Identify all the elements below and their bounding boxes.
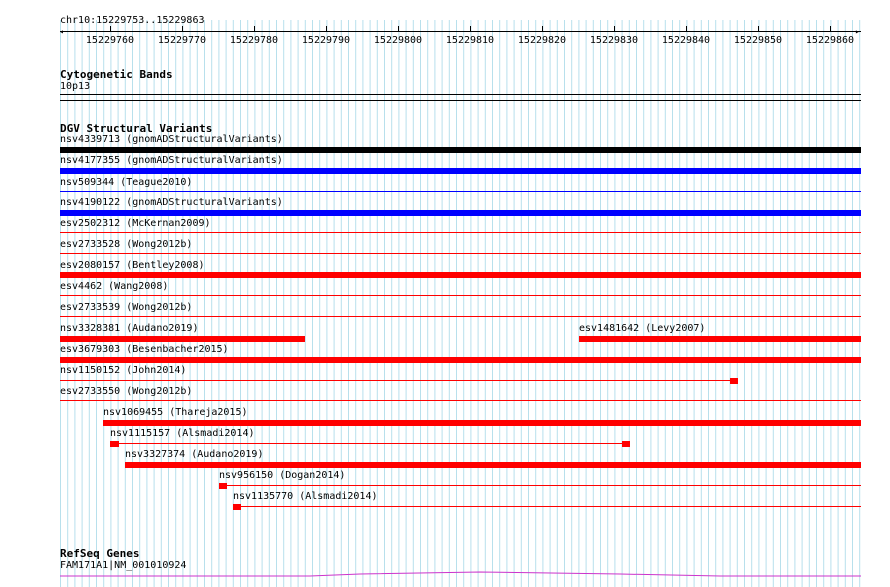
variant-label[interactable]: esv2733528 (Wong2012b) [60, 239, 193, 250]
ruler-tick-label: 15229810 [445, 35, 495, 46]
variant-label[interactable]: nsv1069455 (Thareja2015) [103, 407, 248, 418]
cytoband-bar[interactable] [60, 94, 861, 95]
variant-block[interactable] [233, 504, 241, 510]
variant-label[interactable]: nsv956150 (Dogan2014) [219, 470, 346, 481]
variant-label[interactable]: esv2502312 (McKernan2009) [60, 218, 211, 229]
gene-model[interactable] [60, 568, 861, 587]
variant-block[interactable] [622, 441, 630, 447]
ruler-tick-label: 15229820 [517, 35, 567, 46]
variant-bar[interactable] [60, 336, 305, 342]
variant-label[interactable]: esv2733539 (Wong2012b) [60, 302, 193, 313]
variant-bar[interactable] [219, 485, 861, 486]
variant-bar[interactable] [233, 506, 861, 507]
ruler-tick [254, 26, 255, 32]
variant-label[interactable]: nsv1135770 (Alsmadi2014) [233, 491, 378, 502]
ruler-tick-label: 15229770 [157, 35, 207, 46]
ruler-tick [110, 26, 111, 32]
gene-label[interactable]: FAM171A1|NM_001010924 [60, 560, 187, 571]
variant-label[interactable]: esv3679303 (Besenbacher2015) [60, 344, 229, 355]
track-divider [60, 100, 861, 101]
variant-bar[interactable] [60, 210, 861, 216]
ruler-tick [470, 26, 471, 32]
variant-bar[interactable] [60, 272, 861, 278]
ruler-tick [686, 26, 687, 32]
ruler-tick [830, 26, 831, 32]
variant-label[interactable]: nsv1115157 (Alsmadi2014) [110, 428, 255, 439]
variant-bar[interactable] [60, 168, 861, 174]
ruler-axis [60, 31, 861, 32]
variant-label[interactable]: nsv4190122 (gnomADStructuralVariants) [60, 197, 283, 208]
variant-bar[interactable] [60, 232, 861, 233]
variant-bar[interactable] [60, 357, 861, 363]
variant-label[interactable]: esv4462 (Wang2008) [60, 281, 169, 292]
variant-label[interactable]: esv2080157 (Bentley2008) [60, 260, 205, 271]
variant-label[interactable]: esv1481642 (Levy2007) [579, 323, 706, 334]
ruler-tick-label: 15229780 [229, 35, 279, 46]
variant-bar[interactable] [60, 191, 861, 192]
variant-bar[interactable] [60, 380, 738, 381]
variant-label[interactable]: nsv3327374 (Audano2019) [125, 449, 264, 460]
ruler-tick-label: 15229790 [301, 35, 351, 46]
variant-bar[interactable] [60, 295, 861, 296]
variant-block[interactable] [110, 441, 119, 447]
ruler-tick [398, 26, 399, 32]
variant-bar[interactable] [103, 420, 861, 426]
variant-bar[interactable] [60, 147, 861, 153]
variant-block[interactable] [219, 483, 227, 489]
scroll-right-icon[interactable]: ▸ [855, 27, 860, 36]
variant-bar[interactable] [125, 462, 861, 468]
variant-bar[interactable] [110, 443, 628, 444]
variant-label[interactable]: nsv4339713 (gnomADStructuralVariants) [60, 134, 283, 145]
variant-label[interactable]: nsv3328381 (Audano2019) [60, 323, 199, 334]
location-label: chr10:15229753..15229863 [60, 15, 205, 26]
ruler-tick-label: 15229760 [85, 35, 135, 46]
cytoband-label[interactable]: 10p13 [60, 81, 91, 92]
ruler-tick [758, 26, 759, 32]
variant-label[interactable]: nsv4177355 (gnomADStructuralVariants) [60, 155, 283, 166]
ruler-tick [326, 26, 327, 32]
variant-label[interactable]: esv2733550 (Wong2012b) [60, 386, 193, 397]
dgv-track-title[interactable]: DGV Structural Variants [60, 122, 213, 135]
variant-label[interactable]: nsv509344 (Teague2010) [60, 177, 193, 188]
variant-bar[interactable] [60, 316, 861, 317]
ruler-tick [542, 26, 543, 32]
ruler-tick-label: 15229840 [661, 35, 711, 46]
scroll-left-icon[interactable]: ◂ [59, 27, 64, 36]
variant-bar[interactable] [579, 336, 861, 342]
variant-bar[interactable] [60, 253, 861, 254]
cytobands-track-title[interactable]: Cytogenetic Bands [60, 68, 173, 81]
ruler-tick [182, 26, 183, 32]
variant-bar[interactable] [60, 400, 861, 401]
ruler-tick [614, 26, 615, 32]
ruler-tick-label: 15229860 [805, 35, 855, 46]
ruler-tick-label: 15229850 [733, 35, 783, 46]
variant-label[interactable]: nsv1150152 (John2014) [60, 365, 187, 376]
ruler-tick-label: 15229800 [373, 35, 423, 46]
refseq-track-title[interactable]: RefSeq Genes [60, 547, 140, 560]
variant-block[interactable] [730, 378, 738, 384]
ruler-tick-label: 15229830 [589, 35, 639, 46]
